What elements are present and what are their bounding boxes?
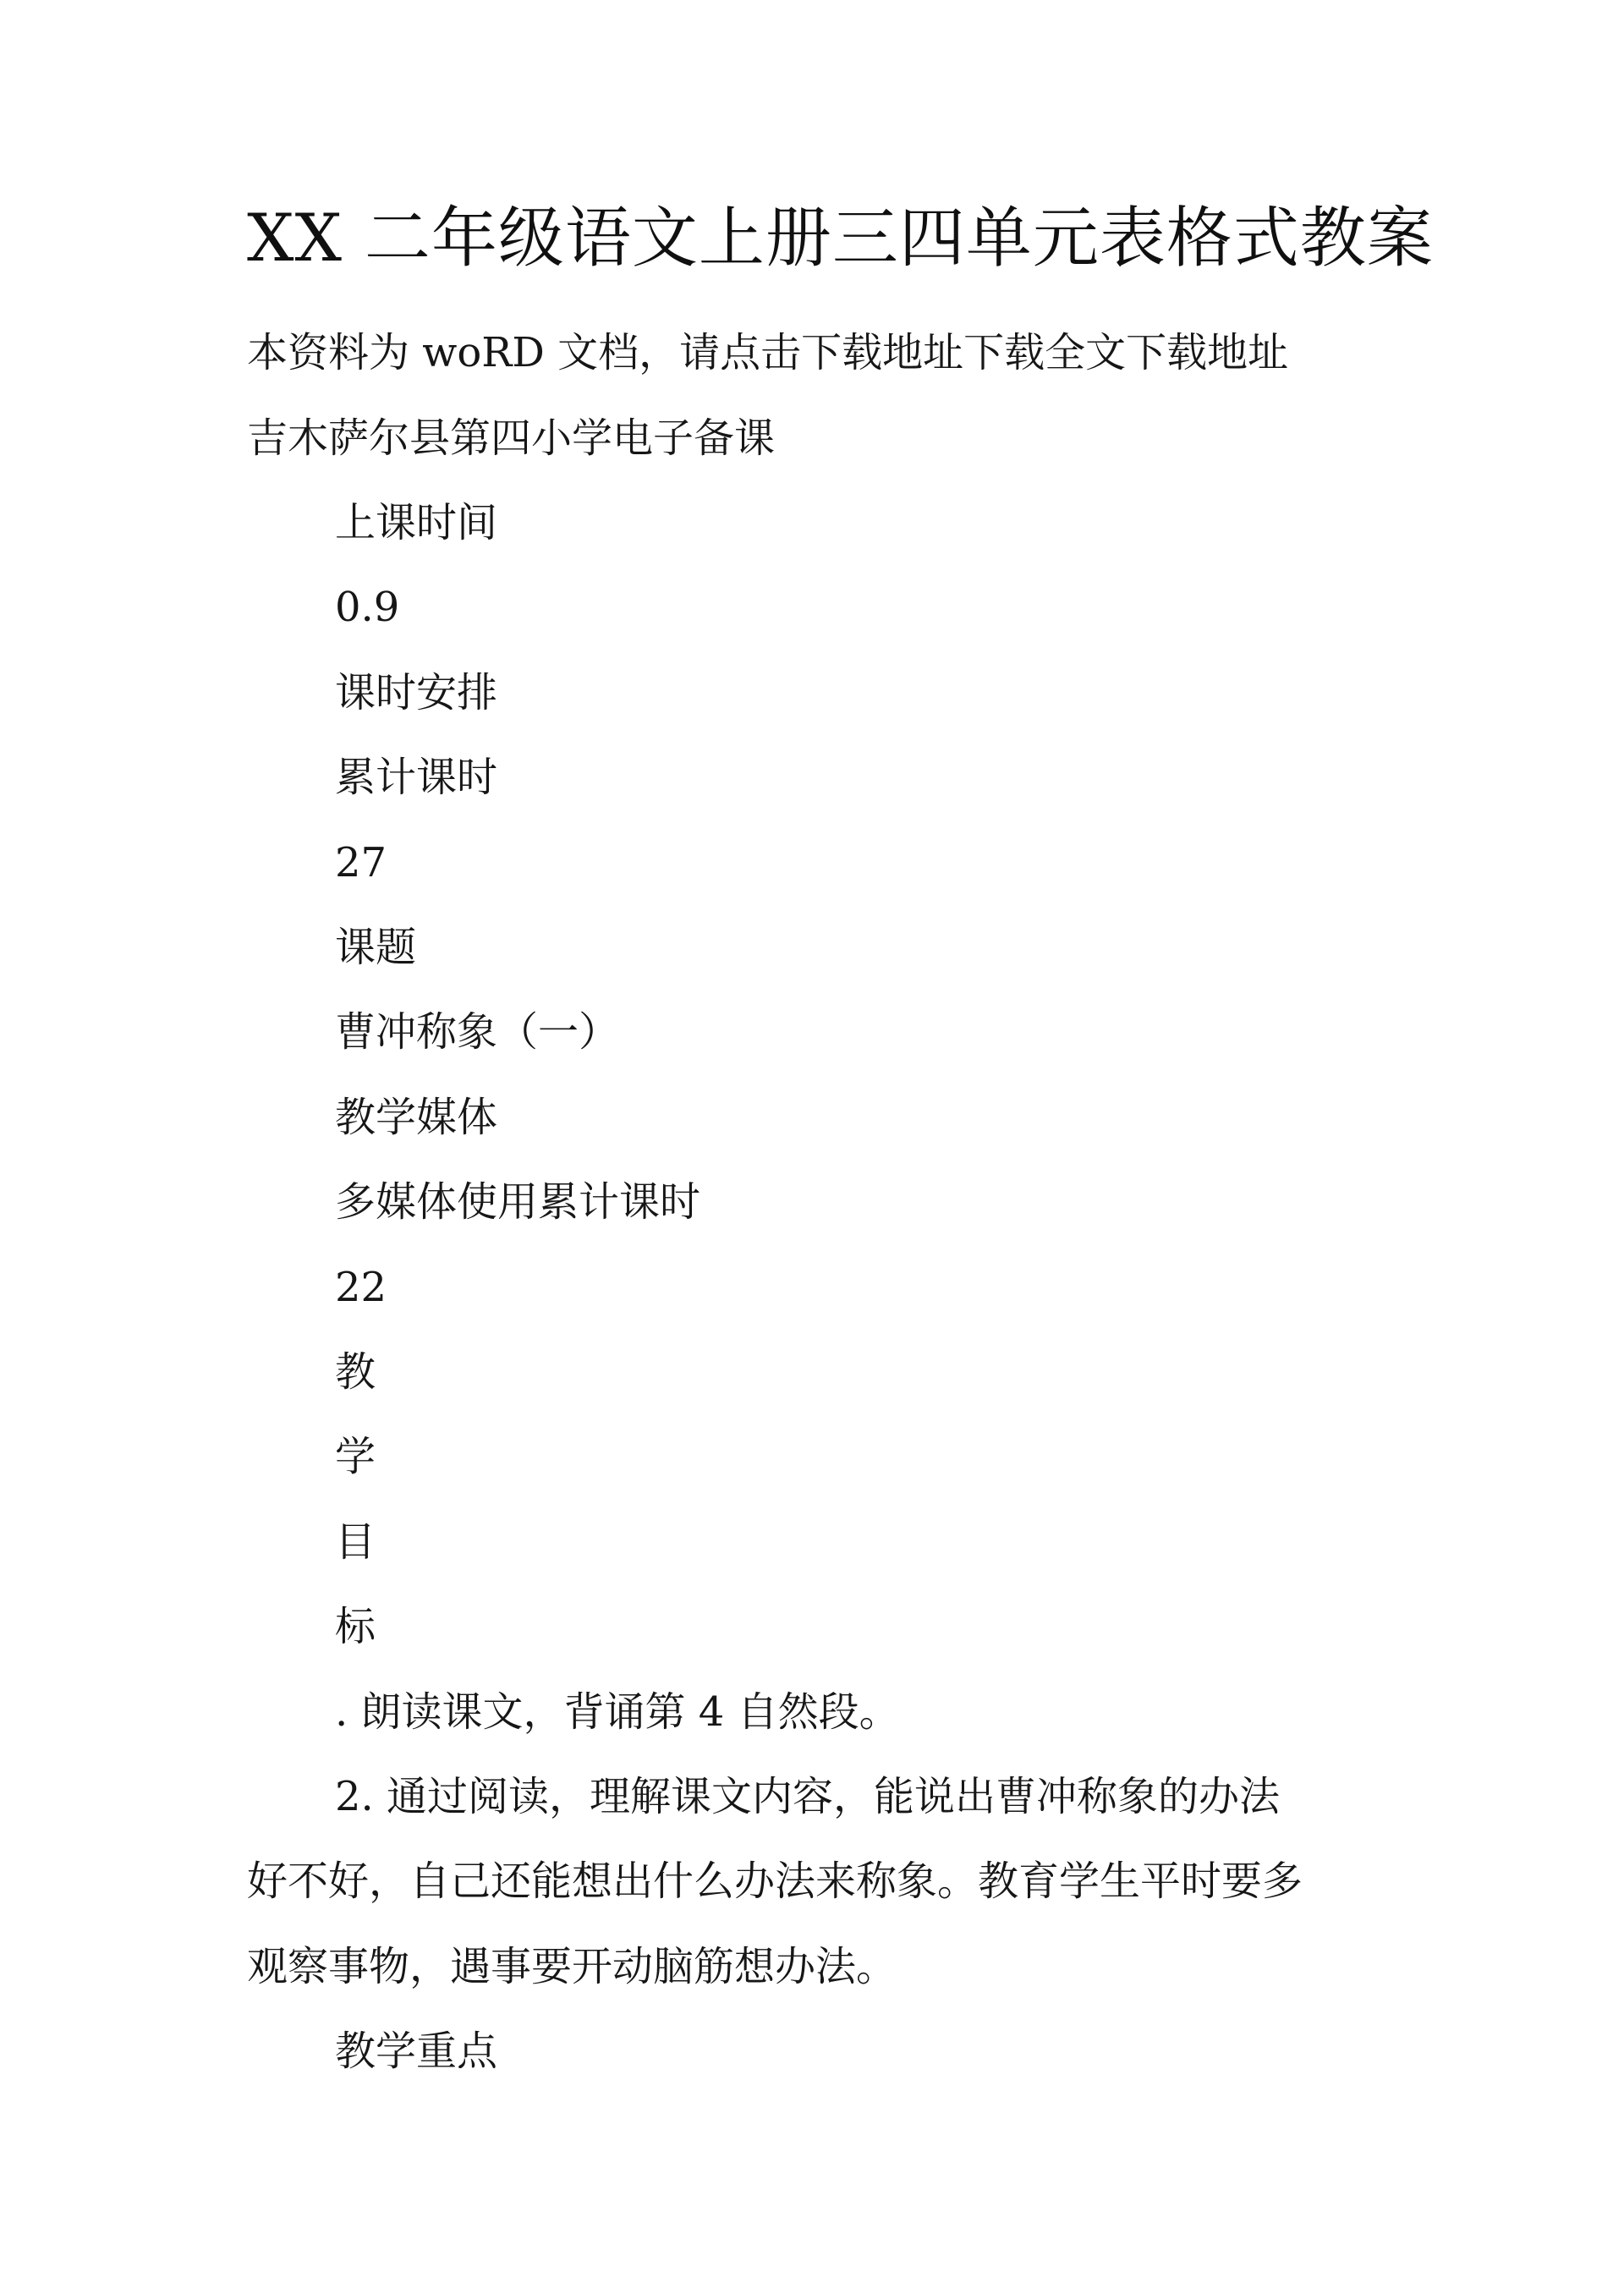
objective-2-line-1: 2. 通过阅读，理解课文内容，能说出曹冲称象的办法: [335, 1773, 1281, 1820]
objective-2-line-3: 观察事物，遇事要开动脑筋想办法。: [247, 1943, 897, 1990]
topic-value: 曹冲称象（一）: [335, 1008, 620, 1056]
cumulative-hours-label: 累计课时: [335, 754, 498, 801]
media-label: 教学媒体: [335, 1094, 498, 1141]
objectives-label-char: 目: [335, 1518, 376, 1566]
topic-label: 课题: [335, 924, 417, 971]
media-cumulative-value: 22: [335, 1264, 387, 1311]
objectives-label-char: 教: [335, 1348, 376, 1396]
objectives-label-char: 标: [335, 1603, 376, 1650]
objective-1: . 朗读课文，背诵第 4 自然段。: [335, 1688, 900, 1736]
schedule-label: 课时安排: [335, 669, 498, 716]
class-time-value: 0.9: [335, 584, 400, 631]
key-points-label: 教学重点: [335, 2028, 498, 2075]
cumulative-hours-value: 27: [335, 839, 387, 886]
class-time-label: 上课时间: [335, 499, 498, 546]
objective-2-line-2: 好不好，自己还能想出什么办法来称象。教育学生平时要多: [247, 1858, 1303, 1905]
school-name: 吉木萨尔县第四小学电子备课: [247, 414, 776, 462]
intro-text: 本资料为 woRD 文档，请点击下载地址下载全文下载地址: [247, 329, 1289, 376]
document-title: XX 二年级语文上册三四单元表格式教案: [247, 200, 1434, 277]
objectives-label-char: 学: [335, 1433, 376, 1480]
media-cumulative-label: 多媒体使用累计课时: [335, 1178, 701, 1226]
